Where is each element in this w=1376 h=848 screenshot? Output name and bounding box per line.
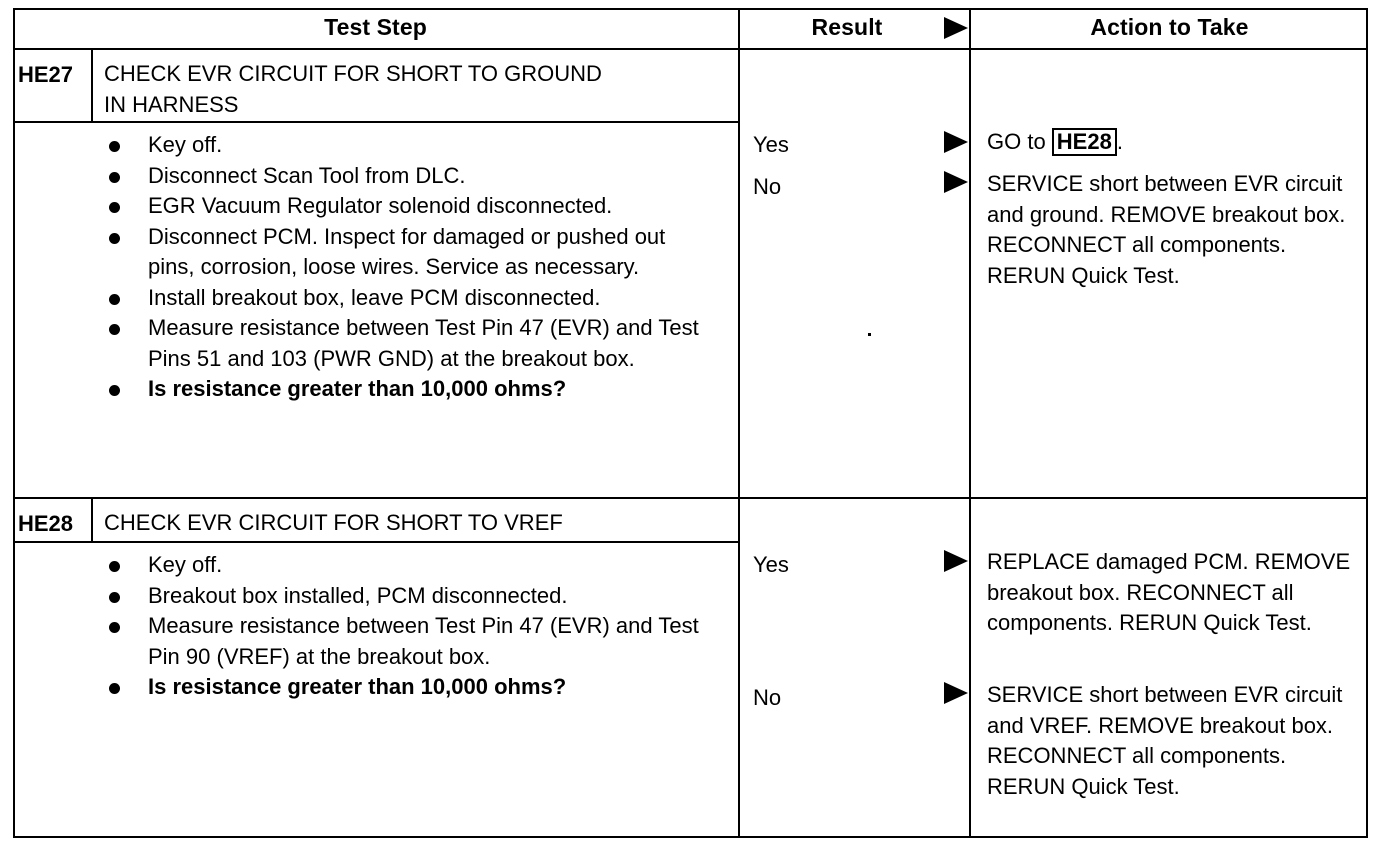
step-bullet-list: [104, 130, 724, 405]
list-item: EGR Vacuum Regulator solenoid disconnected.: [104, 191, 624, 222]
list-item: Key off.: [104, 550, 724, 581]
bullet-icon: [109, 294, 120, 305]
bullet-icon: [109, 172, 120, 183]
step-id: HE27: [18, 62, 74, 87]
action-text: SERVICE short between EVR circuit and ground. REMOVE breakout box. RECONNECT all components. RERUN Quick Test.: [987, 171, 1346, 288]
step-separator: [13, 497, 1368, 499]
list-item: Install breakout box, leave PCM disconnected.: [104, 283, 724, 314]
step-title: [104, 58, 724, 120]
result-arrow-icon: [944, 550, 968, 572]
bullet-icon: [109, 561, 120, 572]
he27-title-rule: [13, 121, 740, 123]
he28-title-rule: [13, 541, 740, 543]
list-item: Measure resistance between Test Pin 47 (EVR) and Test Pin 90 (VREF) at the breakout box.: [104, 611, 714, 672]
step-bullet-list: [104, 550, 724, 703]
divider-test-result: [738, 8, 740, 838]
step-title: [104, 507, 724, 538]
list-item: Key off.: [104, 130, 724, 161]
bullet-icon: [109, 683, 120, 694]
bullet-icon: [109, 592, 120, 603]
list-item: Disconnect Scan Tool from DLC.: [104, 161, 724, 192]
step-id: HE28: [18, 511, 74, 536]
step-title-line: CHECK EVR CIRCUIT FOR SHORT TO GROUND: [104, 61, 602, 86]
divider-result-action: [969, 8, 971, 838]
step-reference: HE28: [1052, 128, 1117, 156]
result-arrow-icon: [944, 171, 968, 193]
header-arrow-icon: [944, 17, 968, 39]
result-label: Yes: [753, 552, 789, 577]
list-item: Is resistance greater than 10,000 ohms?: [104, 672, 724, 703]
result-label: No: [753, 685, 782, 710]
result-label: Yes: [753, 132, 789, 157]
print-speck: [868, 333, 871, 336]
action-text: SERVICE short between EVR circuit and VREF. REMOVE breakout box. RECONNECT all components. RERUN Quick Test.: [987, 682, 1343, 799]
header-test-step: Test Step: [324, 14, 427, 40]
list-item: Disconnect PCM. Inspect for damaged or pushed out pins, corrosion, loose wires. Service as necessary.: [104, 222, 684, 283]
result-arrow-icon: [944, 682, 968, 704]
bullet-icon: [109, 141, 120, 152]
list-item: Is resistance greater than 10,000 ohms?: [104, 374, 724, 405]
bullet-icon: [109, 622, 120, 633]
step-title-line: CHECK EVR CIRCUIT FOR SHORT TO VREF: [104, 510, 563, 535]
header-rule: [13, 48, 970, 50]
bullet-icon: [109, 324, 120, 335]
list-item: Measure resistance between Test Pin 47 (EVR) and Test Pins 51 and 103 (PWR GND) at the breakout box.: [104, 313, 714, 374]
header-rule-action: [969, 48, 1368, 50]
header-result: Result: [811, 14, 883, 40]
action-text: GO to HE28 .: [987, 129, 1123, 154]
action-text: REPLACE damaged PCM. REMOVE breakout box. RECONNECT all components. RERUN Quick Test.: [987, 549, 1351, 635]
header-action-to-take: Action to Take: [1090, 14, 1249, 40]
divider-step-id-he27: [91, 50, 93, 122]
divider-step-id-he28: [91, 499, 93, 542]
result-arrow-icon: [944, 131, 968, 153]
list-item: Breakout box installed, PCM disconnected.: [104, 581, 724, 612]
result-label: No: [753, 174, 782, 199]
step-title-line: IN HARNESS: [104, 92, 239, 117]
bullet-icon: [109, 202, 120, 213]
bullet-icon: [109, 233, 120, 244]
bullet-icon: [109, 385, 120, 396]
